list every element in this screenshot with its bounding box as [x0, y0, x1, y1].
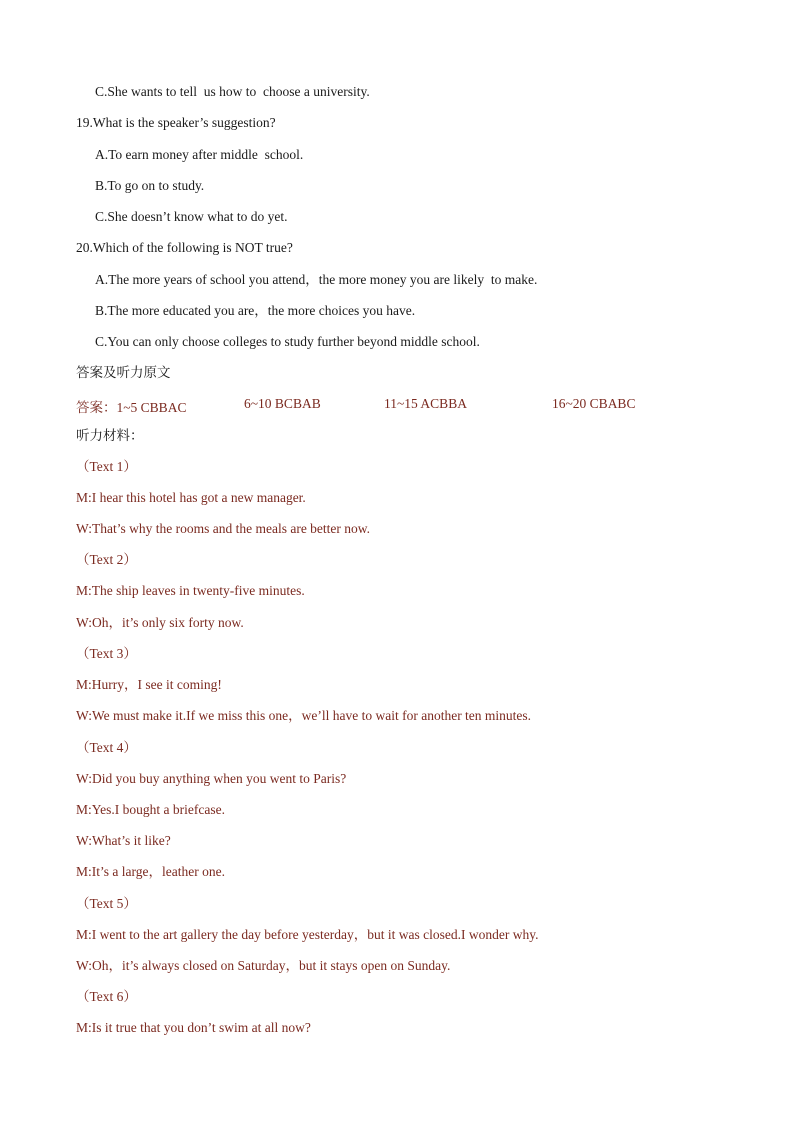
q20-option-b: B.The more educated you are，the more choices you have. [95, 303, 416, 318]
dialogue-line: W:What’s it like? [76, 833, 171, 848]
q20-option-a: A.The more years of school you attend，the more money you are likely to make. [95, 272, 538, 287]
text-label: （Text 3） [76, 646, 137, 661]
q18-option-c: C.She wants to tell us how to choose a university. [95, 84, 370, 99]
q19-option-b: B.To go on to study. [95, 178, 205, 193]
q19-option-c: C.She doesn’t know what to do yet. [95, 209, 288, 224]
answer-group-4: 16~20 CBABC [552, 396, 636, 411]
dialogue-line: M:It’s a large，leather one. [76, 864, 225, 879]
dialogue-line: M:Yes.I bought a briefcase. [76, 802, 225, 817]
text-label: （Text 4） [76, 740, 137, 755]
dialogue-line: M:Hurry，I see it coming! [76, 677, 222, 692]
text-label: （Text 5） [76, 896, 137, 911]
dialogue-line: W:Oh，it’s always closed on Saturday，but it stays open on Sunday. [76, 958, 451, 973]
dialogue-line: M:I hear this hotel has got a new manager. [76, 490, 306, 505]
dialogue-line: W:We must make it.If we miss this one，we’ll have to wait for another ten minutes. [76, 708, 532, 723]
transcript-heading: 听力材料： [76, 428, 144, 443]
text-label: （Text 6） [76, 989, 137, 1004]
dialogue-line: M:The ship leaves in twenty-five minutes. [76, 583, 305, 598]
dialogue-line: M:Is it true that you don’t swim at all now? [76, 1020, 311, 1035]
dialogue-line: W:Oh，it’s only six forty now. [76, 615, 244, 630]
q19-option-a: A.To earn money after middle school. [95, 147, 304, 162]
q19-stem: 19.What is the speaker’s suggestion? [76, 115, 276, 130]
answer-group-2: 6~10 BCBAB [244, 396, 321, 411]
text-label: （Text 1） [76, 459, 137, 474]
dialogue-line: M:I went to the art gallery the day before yesterday，but it was closed.I wonder why. [76, 927, 539, 942]
q20-stem: 20.Which of the following is NOT true? [76, 240, 293, 255]
dialogue-line: W:Did you buy anything when you went to Paris? [76, 771, 347, 786]
q20-option-c: C.You can only choose colleges to study further beyond middle school. [95, 334, 480, 349]
answer-group-1: 答案：1~5 CBBAC [76, 400, 187, 415]
answers-heading: 答案及听力原文 [76, 365, 171, 380]
dialogue-line: W:That’s why the rooms and the meals are better now. [76, 521, 371, 536]
text-label: （Text 2） [76, 552, 137, 567]
answer-group-3: 11~15 ACBBA [384, 396, 467, 411]
